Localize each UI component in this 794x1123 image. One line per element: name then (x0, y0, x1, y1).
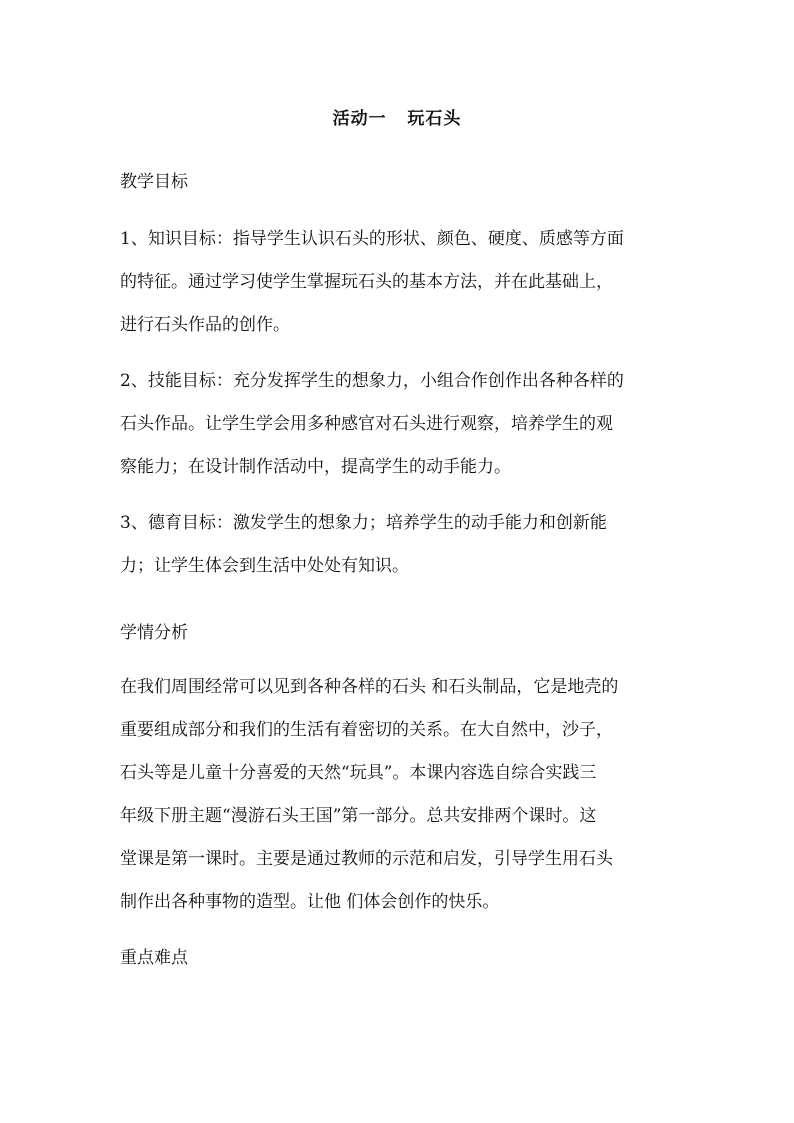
paragraph-line: 在我们周围经常可以见到各种各样的石头 和石头制品，它是地壳的 (120, 677, 619, 697)
paragraph-line: 石头等是儿童十分喜爱的天然“玩具”。本课内容选自综合实践三 (120, 763, 597, 783)
section-heading-learner-analysis: 学情分析 (120, 623, 188, 643)
paragraph-knowledge-objective (120, 218, 680, 347)
section-heading-teaching-objectives: 教学目标 (120, 172, 188, 192)
section-heading-key-difficulties: 重点难点 (120, 948, 188, 968)
paragraph-line: 重要组成部分和我们的生活有着密切的关系。在大自然中，沙子， (120, 720, 613, 740)
paragraph-line: 的特征。通过学习使学生掌握玩石头的基本方法，并在此基础上， (120, 272, 613, 292)
paragraph-line: 堂课是第一课时。主要是通过教师的示范和启发，引导学生用石头 (120, 849, 613, 869)
paragraph-learner-analysis (120, 666, 680, 924)
document-title: 活动一 玩石头 (332, 109, 462, 129)
paragraph-line: 察能力；在设计制作活动中，提高学生的动手能力。 (120, 457, 511, 477)
paragraph-line: 进行石头作品的创作。 (120, 315, 290, 335)
paragraph-line: 石头作品。让学生学会用多种感官对石头进行观察，培养学生的观 (120, 414, 613, 434)
paragraph-line: 1、知识目标：指导学生认识石头的形状、颜色、硬度、质感等方面 (120, 229, 624, 249)
paragraph-line: 2、技能目标：充分发挥学生的想象力，小组合作创作出各种各样的 (120, 371, 624, 391)
paragraph-line: 力；让学生体会到生活中处处有知识。 (120, 556, 409, 576)
paragraph-skill-objective (120, 360, 680, 489)
paragraph-line: 制作出各种事物的造型。让他 们体会创作的快乐。 (120, 892, 500, 912)
paragraph-line: 3、德育目标：激发学生的想象力；培养学生的动手能力和创新能 (120, 513, 607, 533)
paragraph-line: 年级下册主题“漫游石头王国”第一部分。总共安排两个课时。这 (120, 806, 597, 826)
paragraph-moral-objective (120, 502, 680, 588)
